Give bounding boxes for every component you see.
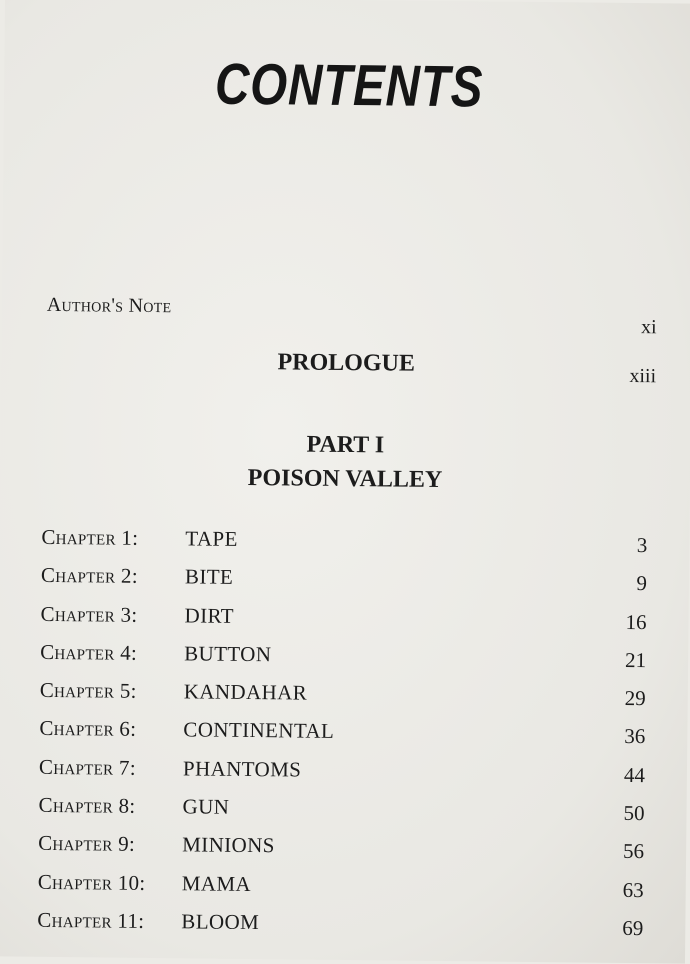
chapter-row <box>38 793 646 838</box>
chapter-row <box>37 908 645 953</box>
chapter-title: BITE <box>184 564 234 590</box>
chapter-page: 36 <box>624 724 646 749</box>
chapter-row <box>39 755 647 800</box>
chapter-page: 9 <box>636 571 648 596</box>
chapter-title: MINIONS <box>182 832 275 858</box>
chapter-row <box>40 640 648 685</box>
chapter-number: Chapter 3: <box>40 601 138 627</box>
front-matter-page: xi <box>640 316 657 339</box>
chapter-page: 56 <box>623 839 645 864</box>
chapter-row <box>39 716 647 761</box>
chapter-row <box>41 563 649 608</box>
chapter-title: BLOOM <box>181 909 260 935</box>
chapter-number: Chapter 1: <box>41 524 139 550</box>
chapter-title: TAPE <box>185 526 238 551</box>
chapter-page: 50 <box>623 801 645 826</box>
chapter-row <box>41 525 649 570</box>
front-matter-label: Author's Note <box>46 293 172 318</box>
chapter-page: 69 <box>622 915 644 941</box>
chapter-list <box>37 525 649 953</box>
chapter-title: CONTINENTAL <box>183 717 335 744</box>
front-matter-authors-note <box>46 293 657 339</box>
chapter-title: DIRT <box>184 602 235 628</box>
chapter-page: 3 <box>636 533 648 558</box>
chapter-number: Chapter 6: <box>39 716 137 742</box>
chapter-number: Chapter 11: <box>37 907 145 933</box>
part-number: PART I <box>306 431 385 459</box>
chapter-title: MAMA <box>181 870 252 896</box>
chapter-row <box>38 831 646 876</box>
chapter-row <box>38 869 646 914</box>
prologue-heading: PROLOGUE <box>277 349 416 377</box>
chapter-page: 44 <box>623 762 646 787</box>
chapter-number: Chapter 8: <box>38 792 136 818</box>
chapter-page: 63 <box>622 877 644 902</box>
chapter-row <box>40 601 648 646</box>
chapter-title: BUTTON <box>184 641 272 667</box>
chapter-title: KANDAHAR <box>183 679 308 705</box>
page-title: CONTENTS <box>214 51 484 120</box>
chapter-number: Chapter 2: <box>40 563 139 589</box>
chapter-number: Chapter 10: <box>37 869 146 895</box>
chapter-row <box>40 678 648 723</box>
chapter-page: 29 <box>624 686 646 711</box>
chapter-title: GUN <box>182 794 230 819</box>
chapter-number: Chapter 5: <box>39 678 137 704</box>
chapter-title: PHANTOMS <box>182 756 302 782</box>
chapter-number: Chapter 9: <box>38 831 136 857</box>
chapter-page: 21 <box>625 647 647 673</box>
chapter-number: Chapter 7: <box>38 754 137 780</box>
prologue-page: xiii <box>629 364 657 388</box>
part-name: POISON VALLEY <box>247 464 443 494</box>
chapter-page: 16 <box>625 609 647 634</box>
chapter-number: Chapter 4: <box>40 639 138 665</box>
